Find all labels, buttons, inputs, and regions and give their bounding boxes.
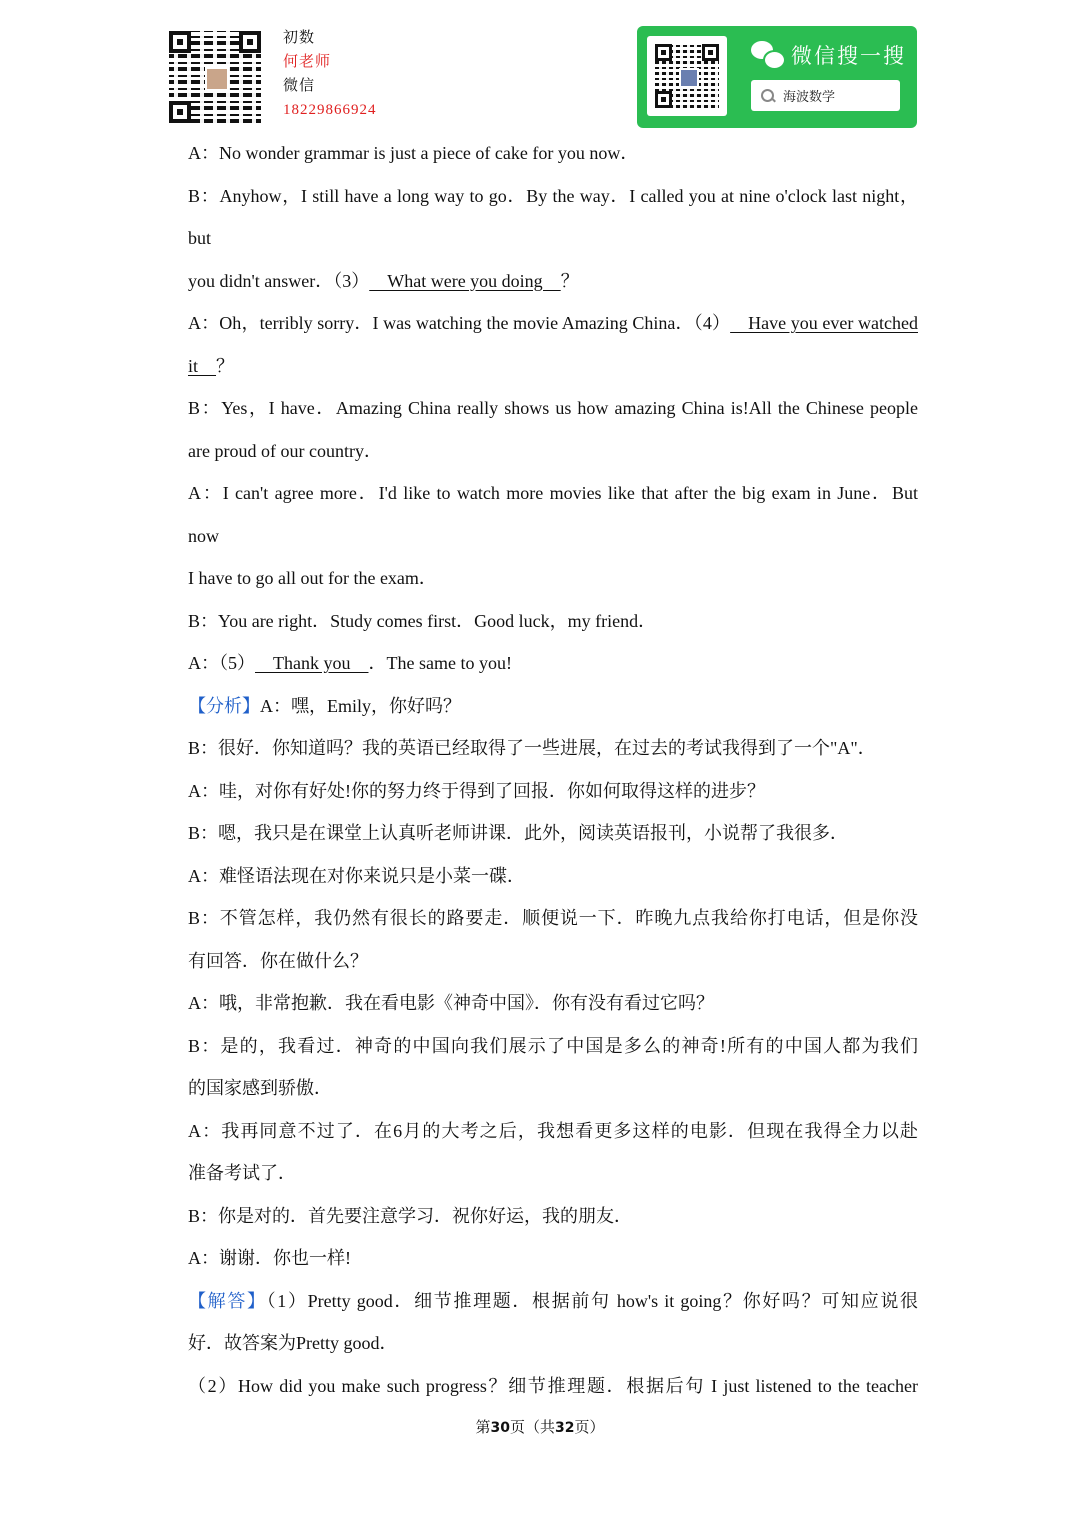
text-segment: ．The same to you!	[368, 653, 512, 673]
text-line: A：我再同意不过了．在6月的大考之后，我想看更多这样的电影．但现在我得全力以赴	[188, 1120, 918, 1141]
contact-block	[283, 26, 377, 122]
qr-finder-pattern	[655, 44, 672, 61]
text-line: B：很好．你知道吗？我的英语已经取得了一些进展，在过去的考试我得到了一个"A"．	[188, 738, 876, 758]
text-line: 有回答．你在做什么？	[188, 950, 368, 971]
page-footer	[0, 1416, 1080, 1440]
text-line: B：你是对的．首先要注意学习．祝你好运，我的朋友．	[188, 1205, 633, 1226]
answer-blank: it	[188, 355, 217, 376]
text-line: 的国家感到骄傲．	[188, 1078, 332, 1098]
contact-phone: 18229866924	[283, 102, 377, 118]
qr-finder-pattern	[169, 101, 191, 123]
page-number: 30	[490, 1420, 510, 1436]
contact-wechat-label: 微信	[283, 78, 316, 94]
text-line: B：Yes，I have．Amazing China really shows us how amazing China is!All the Chinese people	[188, 398, 918, 418]
answer-blank: Thank you	[255, 653, 369, 673]
text-segment: （1）Pretty good．细节推理题．根据前句 how's it going？你好吗？可知应说很	[266, 1290, 918, 1311]
wechat-search-box[interactable]	[751, 80, 900, 111]
qr-finder-pattern	[239, 31, 261, 53]
text-line: B：是的，我看过．神奇的中国向我们展示了中国是多么的神奇!所有的中国人都为我们	[188, 1035, 918, 1056]
text-line: A：哦，非常抱歉．我在看电影《神奇中国》．你有没有看过它吗？	[188, 993, 714, 1013]
text-line: are proud of our country．	[188, 440, 382, 461]
text-line: A：谢谢．你也一样!	[188, 1248, 351, 1268]
text-line: 准备考试了．	[188, 1163, 296, 1183]
text-line: A：I can't agree more．I'd like to watch more movies like that after the big exam in June．But	[188, 483, 918, 503]
qr-avatar	[205, 67, 229, 91]
text-line: B：嗯，我只是在课堂上认真听老师讲课．此外，阅读英语报刊，小说帮了我很多．	[188, 823, 849, 843]
qr-finder-pattern	[702, 44, 719, 61]
wechat-search-query: 海波数学	[783, 90, 836, 105]
text-line: but	[188, 228, 212, 248]
text-line: B：不管怎样，我仍然有很长的路要走．顺便说一下．昨晚九点我给你打电话，但是你没	[188, 908, 918, 928]
qr-finder-pattern	[169, 31, 191, 53]
text-line	[188, 1280, 918, 1323]
text-line: 好．故答案为Pretty good．	[188, 1333, 398, 1353]
text-segment: ？	[216, 355, 235, 376]
section-tag: 【分析】	[188, 695, 260, 716]
text-line: （2）How did you make such progress？细节推理题．根据后句 I just listened to the teacher	[188, 1375, 918, 1396]
text-line	[188, 685, 918, 728]
text-line	[188, 345, 918, 388]
wechat-icon	[751, 41, 783, 69]
footer-middle: 页（共	[509, 1420, 555, 1436]
text-line	[188, 260, 918, 303]
wechat-qr-frame	[647, 36, 727, 116]
answer-blank: What were you doing	[369, 270, 561, 291]
text-line: A：No wonder grammar is just a piece of cake for you now．	[188, 143, 639, 163]
section-tag: 【解答】	[188, 1290, 267, 1311]
answer-blank: Have you ever watched	[730, 313, 918, 333]
text-segment: A：（5）	[188, 653, 255, 673]
contact-teacher: 何老师	[283, 54, 332, 70]
text-line	[188, 642, 918, 685]
qr-logo	[679, 68, 699, 88]
text-line: now	[188, 525, 219, 546]
contact-subject: 初数	[283, 30, 316, 46]
text-line: I have to go all out for the exam．	[188, 568, 437, 588]
text-line: B：You are right．Study comes first．Good luck，my friend．	[188, 610, 657, 631]
text-segment: ？	[560, 270, 579, 291]
wechat-qr-code	[655, 44, 719, 108]
qr-finder-pattern	[655, 91, 672, 108]
wechat-search-card	[637, 26, 917, 128]
document-body	[188, 132, 918, 1407]
wechat-search-header	[751, 40, 906, 70]
text-line: A：难怪语法现在对你来说只是小菜一碟．	[188, 865, 525, 886]
footer-suffix: 页）	[574, 1420, 605, 1436]
text-segment: you didn't answer．（3）	[188, 270, 370, 291]
footer-prefix: 第	[475, 1420, 491, 1436]
text-line: A：哇，对你有好处!你的努力终于得到了回报．你如何取得这样的进步？	[188, 780, 765, 801]
text-line: B：Anyhow，I still have a long way to go．By the way．I called you at nine o'clock last night，	[188, 185, 918, 206]
text-line	[188, 302, 918, 345]
text-segment: A：Oh，terribly sorry．I was watching the movie Amazing China．（4）	[188, 313, 731, 333]
search-icon	[761, 89, 775, 103]
qr-code	[169, 31, 261, 123]
text-segment: A：嘿，Emily，你好吗？	[260, 695, 461, 716]
page-total: 32	[555, 1420, 575, 1436]
wechat-search-title: 微信搜一搜	[791, 44, 906, 68]
